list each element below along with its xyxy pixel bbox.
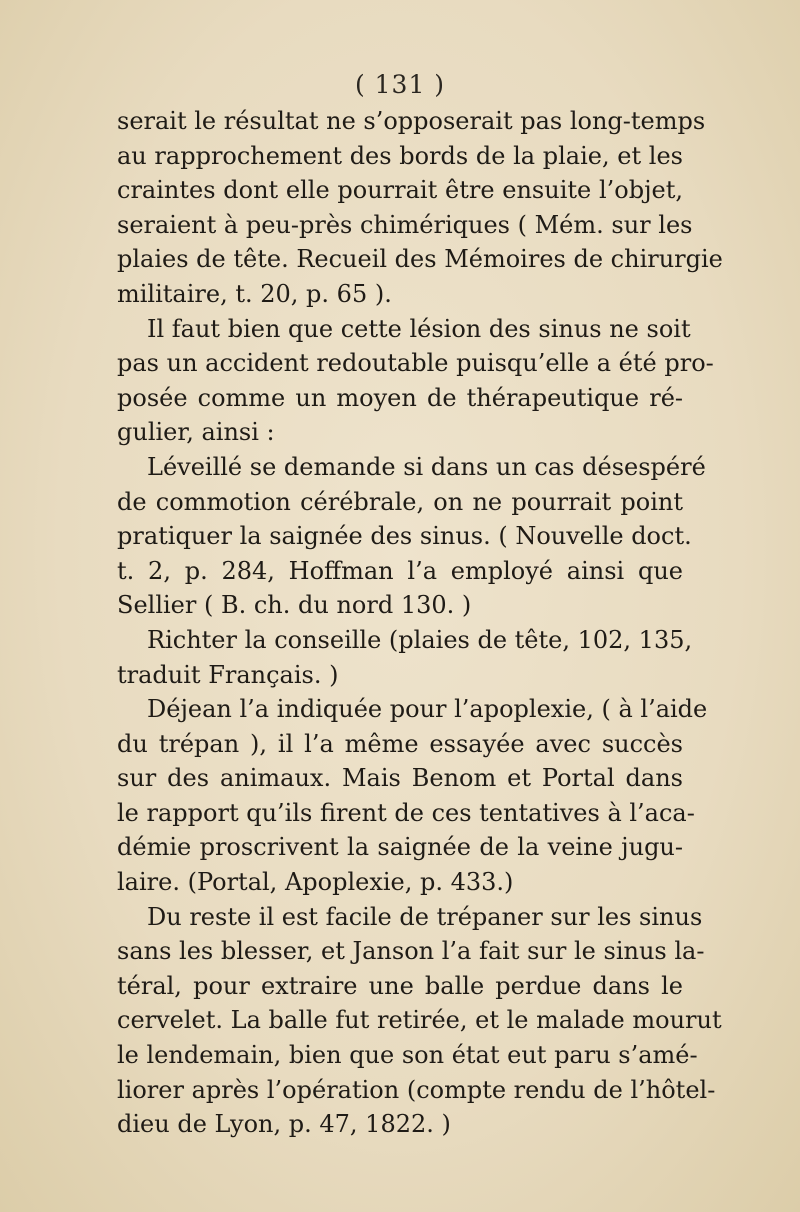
text-line: cervelet. La balle fut retirée, et le malade mourut xyxy=(117,1006,722,1035)
text-line: démie proscrivent la saignée de la veine jugu- xyxy=(117,833,683,862)
text-line: traduit Français. ) xyxy=(117,660,339,689)
paragraph xyxy=(117,104,723,312)
text-line: laire. (Portal, Apoplexie, p. 433.) xyxy=(117,868,514,897)
text-line: de commotion cérébrale, on ne pourrait point xyxy=(117,487,683,516)
text-line: craintes dont elle pourrait être ensuite l’objet, xyxy=(117,176,683,205)
text-line: dieu de Lyon, p. 47, 1822. ) xyxy=(117,1110,451,1139)
text-line: posée comme un moyen de thérapeutique ré- xyxy=(117,383,683,412)
text-line: Léveillé se demande si dans un cas désespéré xyxy=(147,452,706,481)
text-line: sans les blesser, et Janson l’a fait sur le sinus la- xyxy=(117,937,705,966)
text-line: serait le résultat ne s’opposerait pas long-temps xyxy=(117,107,706,135)
page-number-header: ( 131 ) xyxy=(354,70,446,99)
text-line: Il faut bien que cette lésion des sinus ne soit xyxy=(147,314,691,343)
text-line: Sellier ( B. ch. du nord 130. ) xyxy=(117,591,472,620)
paragraph xyxy=(117,312,714,450)
text-line: pratiquer la saignée des sinus. ( Nouvelle doct. xyxy=(117,522,692,551)
text-line: du trépan ), il l’a même essayée avec succès xyxy=(117,729,683,758)
text-line: plaies de tête. Recueil des Mémoires de chirurgie xyxy=(117,245,723,274)
text-line: liorer après l’opération (compte rendu de l’hôtel- xyxy=(117,1075,716,1104)
text-line: Du reste il est facile de trépaner sur les sinus xyxy=(147,902,703,931)
text-line: au rapprochement des bords de la plaie, et les xyxy=(117,141,683,170)
text-line: pas un accident redoutable puisqu’elle a été pro- xyxy=(117,349,714,378)
paragraph xyxy=(117,900,722,1142)
text-line: Déjean l’a indiquée pour l’apoplexie, ( à l’aide xyxy=(147,695,708,724)
paragraph xyxy=(117,623,693,692)
text-line: le rapport qu’ils firent de ces tentatives à l’aca- xyxy=(117,798,695,827)
text-line: seraient à peu-près chimériques ( Mém. sur les xyxy=(117,210,693,239)
text-line: le lendemain, bien que son état eut paru s’amé- xyxy=(117,1041,698,1070)
text-line: militaire, t. 20, p. 65 ). xyxy=(117,279,392,308)
text-line: Richter la conseille (plaies de tête, 102, 135, xyxy=(147,625,693,654)
body-text xyxy=(117,104,723,1142)
paragraph xyxy=(117,450,706,623)
text-line: t. 2, p. 284, Hoffman l’a employé ainsi que xyxy=(117,556,683,585)
text-line: sur des animaux. Mais Benom et Portal dans xyxy=(117,764,683,793)
paragraph xyxy=(117,692,708,900)
text-line: gulier, ainsi : xyxy=(117,418,275,447)
text-line: téral, pour extraire une balle perdue dans le xyxy=(117,971,683,1000)
